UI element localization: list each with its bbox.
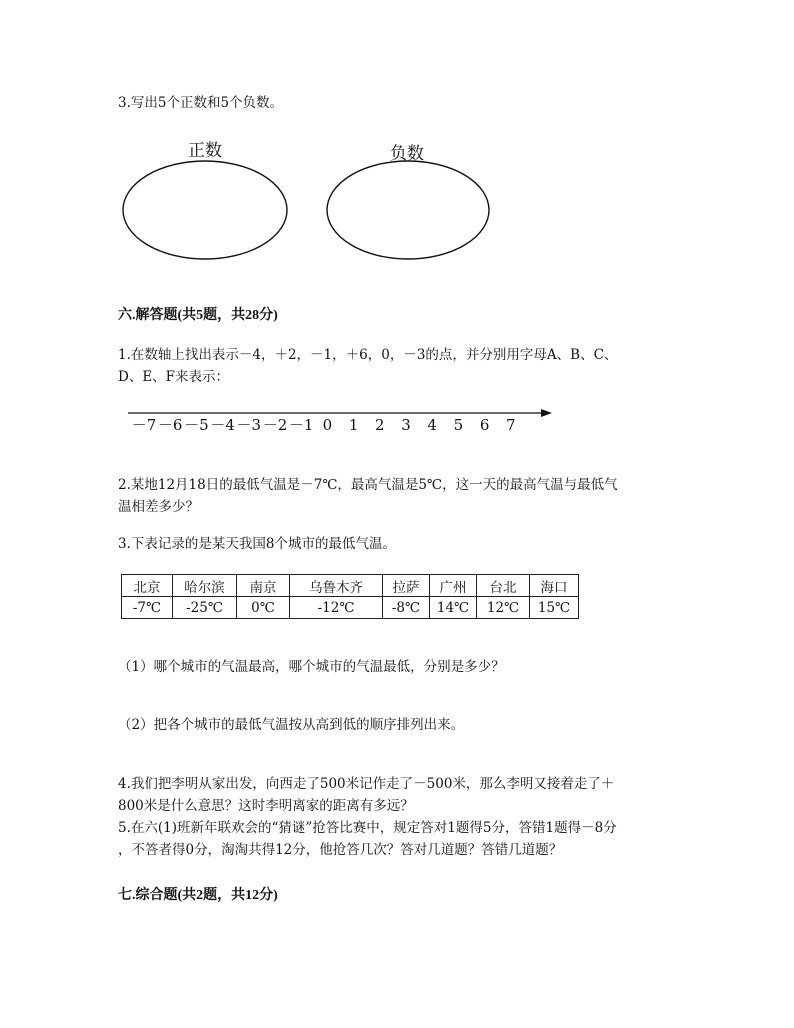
number-line-tick-label: 7: [506, 416, 516, 434]
temp-cell: -12℃: [290, 597, 383, 619]
question-2-line-2: 温相差多少？: [118, 499, 199, 515]
number-line-tick-label: 5: [453, 416, 464, 434]
negative-label: 负数: [390, 144, 424, 164]
number-line-tick-label: 3: [401, 416, 411, 434]
number-line: [0, 400, 794, 440]
section-6-title: 六.解答题(共5题，共28分): [118, 308, 278, 323]
question-1-line-2: D、E、F来表示：: [118, 369, 230, 385]
city-cell: 广州: [430, 575, 477, 597]
city-cell: 台北: [477, 575, 530, 597]
number-line-tick-label: －6: [157, 416, 183, 434]
temp-cell: 12℃: [477, 597, 530, 619]
answer-ovals: [0, 0, 794, 300]
city-cell: 乌鲁木齐: [290, 575, 383, 597]
temperature-table: [121, 574, 579, 619]
question-4-line-2: 800米是什么意思？这时李明离家的距离有多远？: [118, 798, 414, 814]
number-line-tick-label: －1: [288, 416, 314, 434]
temp-cell: 14℃: [430, 597, 477, 619]
number-line-tick-label: 0: [322, 416, 333, 434]
number-line-arrow: [541, 409, 552, 417]
city-cell: 拉萨: [383, 575, 430, 597]
question-3-sub-1: （1）哪个城市的气温最高，哪个城市的气温最低，分别是多少？: [118, 659, 505, 675]
temp-cell: -8℃: [383, 597, 430, 619]
number-line-tick-label: 2: [375, 416, 385, 434]
number-line-tick-label: －4: [210, 416, 235, 434]
number-line-tick-label: －3: [236, 416, 262, 434]
question-4-line-1: 4.我们把李明从家出发，向西走了500米记作走了－500米，那么李明又接着走了＋: [118, 776, 615, 792]
positive-oval: [123, 161, 287, 259]
number-line-tick-label: 1: [348, 416, 359, 434]
temp-cell: 15℃: [530, 597, 579, 619]
question-3-title: 3.下表记录的是某天我国8个城市的最低气温。: [118, 536, 396, 552]
city-cell: 南京: [237, 575, 290, 597]
question-3-write-numbers: 3.写出5个正数和5个负数。: [118, 95, 284, 111]
temp-row: [122, 597, 579, 619]
number-line-tick-label: 6: [479, 416, 490, 434]
question-5-line-2: ，不答者得0分，淘淘共得12分，他抢答几次？答对几道题？答错几道题？: [118, 842, 563, 858]
temp-cell: 0℃: [237, 597, 290, 619]
temp-cell: -7℃: [122, 597, 173, 619]
city-cell: 哈尔滨: [173, 575, 237, 597]
question-1-line-1: 1.在数轴上找出表示－4，＋2，－1，＋6，0，－3的点，并分别用字母A、B、C、: [118, 347, 618, 363]
temp-cell: -25℃: [173, 597, 237, 619]
number-line-tick-label: 4: [427, 416, 437, 434]
question-2-line-1: 2.某地12月18日的最低气温是－7℃，最高气温是5℃，这一天的最高气温与最低气: [118, 477, 618, 493]
city-row: [122, 575, 579, 597]
number-line-tick-label: －5: [184, 416, 209, 434]
city-cell: 北京: [122, 575, 173, 597]
question-5-line-1: 5.在六(1)班新年联欢会的“猜谜”抢答比赛中，规定答对1题得5分，答错1题得－8分: [118, 820, 617, 836]
question-3-sub-2: （2）把各个城市的最低气温按从高到低的顺序排列出来。: [118, 717, 465, 733]
section-7-title: 七.综合题(共2题，共12分): [118, 888, 278, 903]
city-cell: 海口: [530, 575, 579, 597]
positive-label: 正数: [188, 141, 222, 161]
negative-oval: [327, 161, 489, 259]
number-line-tick-label: －2: [262, 416, 288, 434]
number-line-tick-label: －7: [131, 416, 157, 434]
